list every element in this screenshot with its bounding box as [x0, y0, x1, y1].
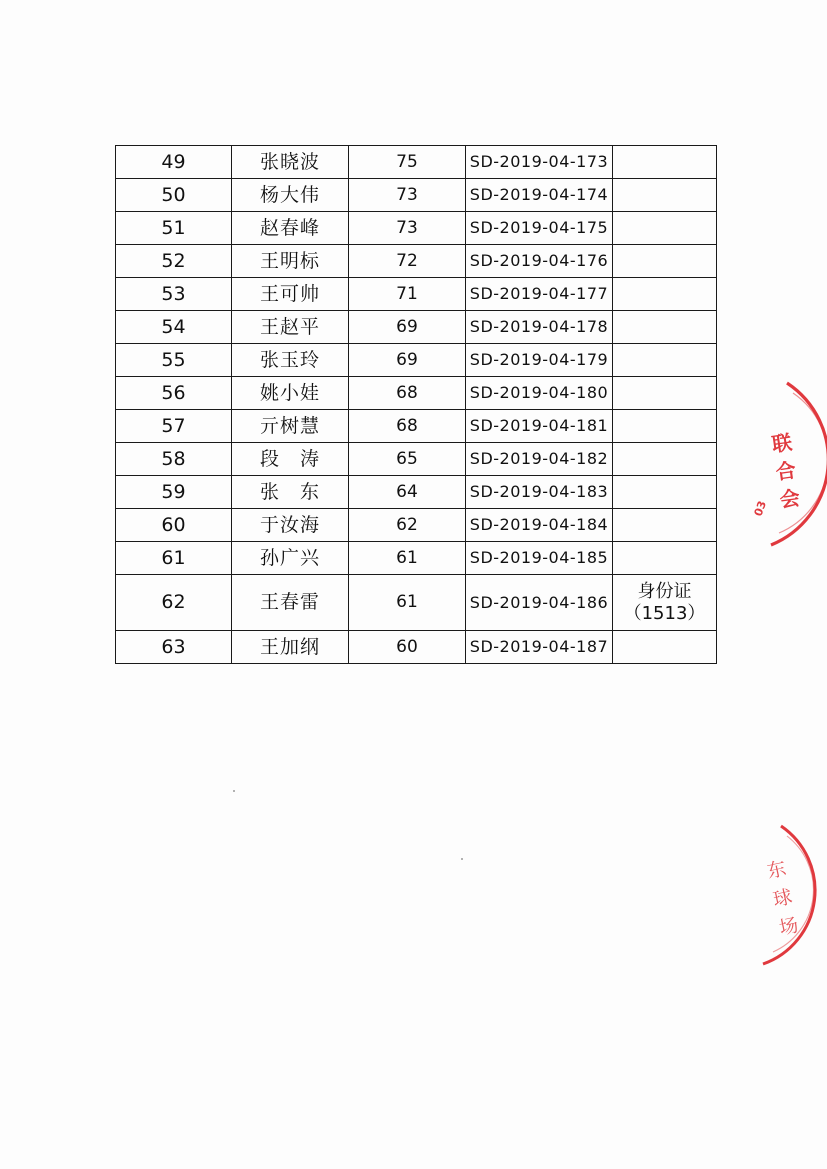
table-row — [116, 245, 717, 278]
table-row — [116, 575, 717, 631]
certificate-number: SD-2019-04-185 — [466, 542, 613, 575]
person-name: 王春雷 — [232, 575, 349, 631]
certificate-number: SD-2019-04-175 — [466, 212, 613, 245]
seal-ring — [771, 383, 827, 545]
row-number: 52 — [116, 245, 232, 278]
table-row — [116, 476, 717, 509]
scan-speck — [461, 858, 463, 860]
row-number: 57 — [116, 410, 232, 443]
person-name: 孙广兴 — [232, 542, 349, 575]
row-number: 51 — [116, 212, 232, 245]
person-name: 王加纲 — [232, 631, 349, 664]
certificate-number: SD-2019-04-176 — [466, 245, 613, 278]
remark — [613, 278, 717, 311]
remark — [613, 212, 717, 245]
person-name: 王明标 — [232, 245, 349, 278]
score: 61 — [349, 575, 466, 631]
scan-speck — [233, 790, 235, 792]
certificate-number: SD-2019-04-179 — [466, 344, 613, 377]
seal-code: 03 — [751, 499, 770, 519]
certificate-number: SD-2019-04-187 — [466, 631, 613, 664]
remark — [613, 344, 717, 377]
person-name: 段 涛 — [232, 443, 349, 476]
table-row — [116, 631, 717, 664]
table-row — [116, 542, 717, 575]
person-name: 亓树慧 — [232, 410, 349, 443]
person-name: 王可帅 — [232, 278, 349, 311]
score: 61 — [349, 542, 466, 575]
official-seal-lower — [745, 820, 827, 970]
person-name: 于汝海 — [232, 509, 349, 542]
table-row — [116, 278, 717, 311]
remark-id-label: 身份证 — [637, 580, 692, 602]
remark — [613, 311, 717, 344]
remark — [613, 476, 717, 509]
table-row — [116, 179, 717, 212]
score-table — [115, 145, 717, 664]
remark — [613, 575, 717, 631]
table-row — [116, 443, 717, 476]
certificate-number: SD-2019-04-183 — [466, 476, 613, 509]
person-name: 王赵平 — [232, 311, 349, 344]
person-name: 张玉玲 — [232, 344, 349, 377]
seal-ring-inner — [773, 836, 813, 952]
row-number: 54 — [116, 311, 232, 344]
score: 64 — [349, 476, 466, 509]
row-number: 50 — [116, 179, 232, 212]
certificate-number: SD-2019-04-180 — [466, 377, 613, 410]
remark — [613, 410, 717, 443]
score: 72 — [349, 245, 466, 278]
score: 71 — [349, 278, 466, 311]
remark — [613, 245, 717, 278]
score: 65 — [349, 443, 466, 476]
table-row — [116, 311, 717, 344]
row-number: 58 — [116, 443, 232, 476]
certificate-number: SD-2019-04-184 — [466, 509, 613, 542]
person-name: 张晓波 — [232, 146, 349, 179]
certificate-number: SD-2019-04-186 — [466, 575, 613, 631]
row-number: 59 — [116, 476, 232, 509]
certificate-number: SD-2019-04-178 — [466, 311, 613, 344]
row-number: 49 — [116, 146, 232, 179]
row-number: 55 — [116, 344, 232, 377]
score: 73 — [349, 212, 466, 245]
seal-ring-inner — [779, 393, 827, 533]
seal-ring — [763, 826, 815, 964]
row-number: 53 — [116, 278, 232, 311]
remark — [613, 146, 717, 179]
score: 62 — [349, 509, 466, 542]
remark — [613, 179, 717, 212]
row-number: 60 — [116, 509, 232, 542]
table-row — [116, 344, 717, 377]
table-row — [116, 146, 717, 179]
remark-id-number: （1513） — [623, 602, 706, 624]
remark — [613, 631, 717, 664]
person-name: 杨大伟 — [232, 179, 349, 212]
seal-text-upper: 联合会 — [767, 431, 803, 518]
score: 68 — [349, 410, 466, 443]
certificate-number: SD-2019-04-174 — [466, 179, 613, 212]
remark — [613, 377, 717, 410]
person-name: 赵春峰 — [232, 212, 349, 245]
row-number: 61 — [116, 542, 232, 575]
score: 68 — [349, 377, 466, 410]
row-number: 62 — [116, 575, 232, 631]
score: 69 — [349, 311, 466, 344]
seal-text-lower: 东球场 — [762, 857, 802, 948]
person-name: 姚小娃 — [232, 377, 349, 410]
certificate-number: SD-2019-04-182 — [466, 443, 613, 476]
certificate-number: SD-2019-04-181 — [466, 410, 613, 443]
score: 75 — [349, 146, 466, 179]
score: 60 — [349, 631, 466, 664]
row-number: 63 — [116, 631, 232, 664]
remark — [613, 509, 717, 542]
table-row — [116, 377, 717, 410]
person-name: 张 东 — [232, 476, 349, 509]
table-row — [116, 212, 717, 245]
certificate-number: SD-2019-04-177 — [466, 278, 613, 311]
remark — [613, 443, 717, 476]
score: 69 — [349, 344, 466, 377]
table-row — [116, 509, 717, 542]
row-number: 56 — [116, 377, 232, 410]
official-seal-upper — [745, 375, 827, 555]
remark — [613, 542, 717, 575]
score: 73 — [349, 179, 466, 212]
table-row — [116, 410, 717, 443]
certificate-number: SD-2019-04-173 — [466, 146, 613, 179]
